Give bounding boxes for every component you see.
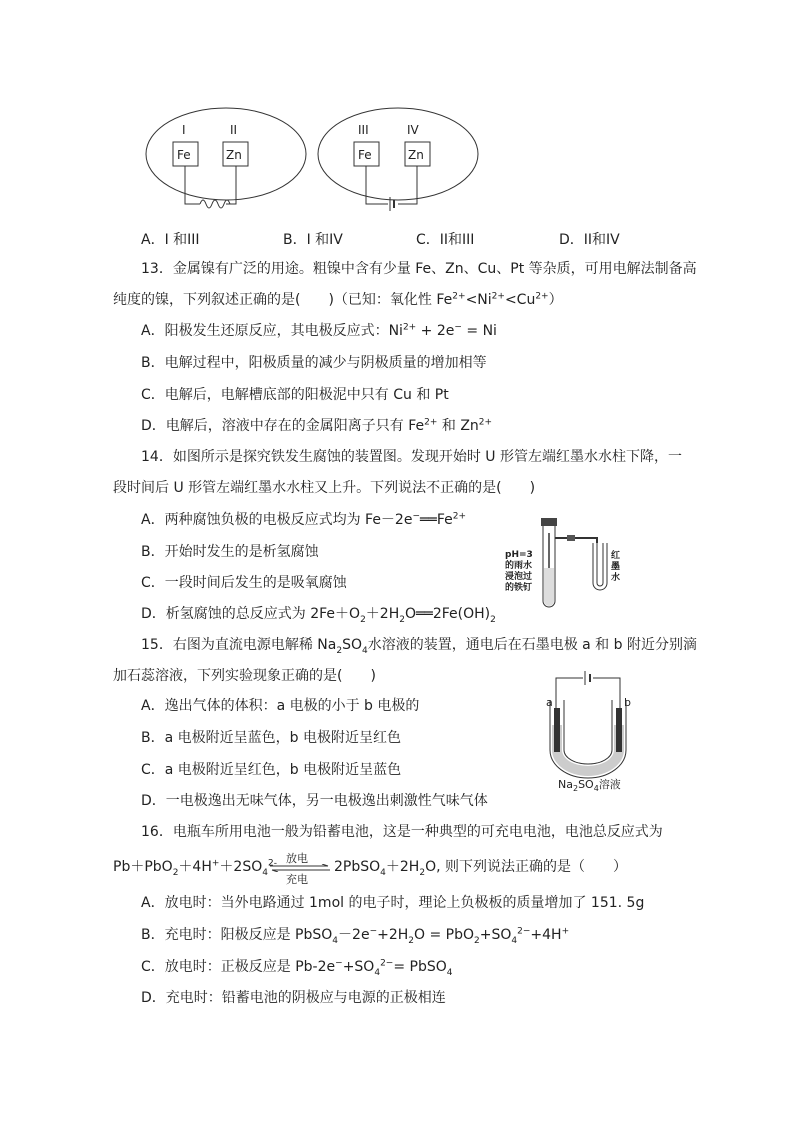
q13-option-c: C．电解后，电解槽底部的阳极泥中只有 Cu 和 Pt xyxy=(141,387,449,403)
charge-label: 充电 xyxy=(286,873,308,886)
q13-option-a: A．阳极发生还原反应，其电极反应式：$Ni^{2+} + 2e^- = Ni$ xyxy=(141,322,497,339)
electrode-a-label: a xyxy=(546,696,553,709)
q14-option-d: D．析氢腐蚀的总反应式为 $2Fe+O_2+2H_2O══2Fe(OH)_2$ xyxy=(141,606,496,625)
u-tube xyxy=(593,543,607,590)
q16-option-c: C．放电时：正极反应是 $Pb-2e^-+SO_4^{2-}=$ PbSO$_4$ xyxy=(141,958,453,978)
right-zn-label: Zn xyxy=(408,148,424,162)
q16-option-d: D．充电时：铅蓄电池的阴极应与电源的正极相连 xyxy=(141,990,446,1006)
q16-option-b: B．充电时：阳极反应是 $PbSO_4-2e^-+2H_2O = PbO_2+SO_4^{2-}+4H^+$ xyxy=(141,926,570,946)
left-cell-label-1: I xyxy=(182,123,186,137)
left-cell-label-2: II xyxy=(230,123,238,137)
right-fe-label: Fe xyxy=(358,148,372,162)
q16-stem-line-1: 16．电瓶车所用电池一般为铅蓄电池，这是一种典型的可充电电池，电池总反应式为 xyxy=(141,824,663,840)
right-cell-container xyxy=(318,108,478,200)
u-tube-liquid xyxy=(552,725,624,776)
q12-option-a: A．I 和III xyxy=(141,232,200,248)
left-coil xyxy=(200,200,230,208)
electrode-b xyxy=(616,708,622,752)
q16-equation-right: $2PbSO_4+2H_2O$, 则下列说法正确的是（ ） xyxy=(334,859,627,878)
solution-label: $Na_2SO_4$溶液 xyxy=(558,778,621,792)
right-cell-label-2: IV xyxy=(407,123,419,137)
q14-option-a: A．两种腐蚀负极的电极反应式均为 $Fe-2e^-══Fe^{2+}$ xyxy=(141,511,467,528)
u-tube-inner xyxy=(564,700,612,764)
q16-option-a: A．放电时：当外电路通过 1mol 的电子时，理论上负极板的质量增加了 151. 5g xyxy=(141,895,645,911)
right-cell-label-1: III xyxy=(358,123,369,137)
q16-equation-left: $Pb+PbO_2+4H^++2SO_4^{2-}$ xyxy=(113,858,277,878)
q15-option-c: C．a 电极附近呈红色，b 电极附近呈蓝色 xyxy=(141,762,402,778)
q14-stem-line-2: 段时间后 U 形管左端红墨水水柱又上升。下列说法不正确的是( ) xyxy=(113,480,536,496)
q12-options xyxy=(141,229,661,247)
fig14-label-4: 的铁钉 xyxy=(505,583,533,593)
q12-option-b: B．I 和IV xyxy=(283,232,343,248)
q14-option-b: B．开始时发生的是析氢腐蚀 xyxy=(141,544,319,560)
fig14-label-1: pH=3 xyxy=(505,550,533,560)
q15-option-a: A．逸出气体的体积：a 电极的小于 b 电极的 xyxy=(141,698,420,714)
left-wire xyxy=(185,166,236,204)
q15-figure xyxy=(540,670,640,792)
q15-option-d: D．一电极逸出无味气体，另一电极逸出刺激性气味气体 xyxy=(141,793,488,809)
q13-option-b: B．电解过程中，阳极质量的减少与阴极质量的增加相等 xyxy=(141,355,487,371)
reaction-arrows xyxy=(268,850,332,886)
rainwater xyxy=(544,568,554,606)
q15-stem-line-1: 15．右图为直流电源电解稀 $Na_2SO_4$水溶液的装置，通电后在石墨电极 a 和 b 附近分别滴 xyxy=(141,637,697,656)
q12-figure xyxy=(140,104,485,224)
fig14-right-label-2: 墨 xyxy=(611,562,621,572)
clip xyxy=(567,535,575,541)
discharge-label: 放电 xyxy=(286,852,308,865)
q14-figure xyxy=(503,513,638,613)
electrode-a xyxy=(554,708,560,752)
fig14-label-3: 浸泡过 xyxy=(505,572,533,582)
q12-option-c: C．II和III xyxy=(416,232,475,248)
left-fe-label: Fe xyxy=(177,148,191,162)
q14-stem-line-1: 14．如图所示是探究铁发生腐蚀的装置图。发现开始时 U 形管左端红墨水水柱下降，一 xyxy=(141,449,682,465)
q13-option-d: D．电解后，溶液中存在的金属阳离子只有 $Fe^{2+}$ 和 $Zn^{2+}$ xyxy=(141,417,493,434)
q13-stem-line-1: 13．金属镍有广泛的用途。粗镍中含有少量 Fe、Zn、Cu、Pt 等杂质，可用电解法制备高 xyxy=(141,261,697,277)
q13-stem-line-2: 纯度的镍，下列叙述正确的是( )（已知：氧化性 $Fe^{2+}<Ni^{2+}<Cu^{2+}$） xyxy=(113,291,563,308)
left-zn-label: Zn xyxy=(226,148,242,162)
q12-option-d: D．II和IV xyxy=(559,232,620,248)
circuit-wire xyxy=(556,678,620,708)
connecting-tube xyxy=(555,538,597,543)
q14-option-c: C．一段时间后发生的是吸氧腐蚀 xyxy=(141,575,347,591)
fig14-right-label-3: 水 xyxy=(611,573,621,583)
fig14-label-2: 的雨水 xyxy=(505,561,533,571)
q15-stem-line-2: 加石蕊溶液，下列实验现象正确的是( ) xyxy=(113,668,376,684)
stopper xyxy=(541,518,557,526)
electrode-b-label: b xyxy=(624,696,631,709)
fig14-right-label-1: 红 xyxy=(611,551,621,561)
q15-option-b: B．a 电极附近呈蓝色，b 电极附近呈红色 xyxy=(141,730,401,746)
